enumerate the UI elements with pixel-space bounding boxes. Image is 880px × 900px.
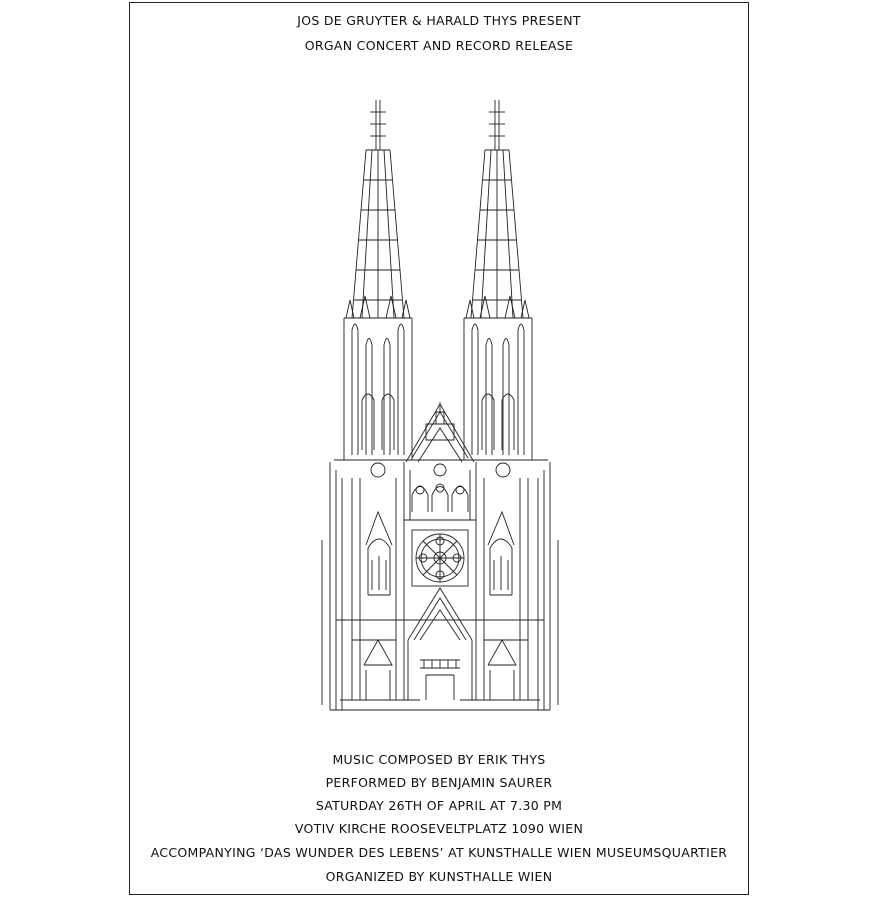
event-title: ORGAN CONCERT AND RECORD RELEASE <box>304 38 574 53</box>
performer-line: PERFORMED BY BENJAMIN SAURER <box>325 775 553 790</box>
facade <box>322 460 558 710</box>
organizer-line: ORGANIZED BY KUNSTHALLE WIEN <box>325 869 553 884</box>
venue-line: VOTIV KIRCHE ROOSEVELTPLATZ 1090 WIEN <box>294 821 584 836</box>
side-portals <box>364 640 516 700</box>
central-gable <box>404 402 476 520</box>
left-spire <box>352 100 404 318</box>
presenters-line: JOS DE GRUYTER & HARALD THYS PRESENT <box>297 13 581 28</box>
left-belfry <box>344 296 412 460</box>
date-line: SATURDAY 26TH OF APRIL AT 7.30 PM <box>315 798 563 813</box>
central-portal <box>408 588 472 700</box>
composer-line: MUSIC COMPOSED BY ERIK THYS <box>332 752 546 767</box>
accompanying-line: ACCOMPANYING ‘DAS WUNDER DES LEBENS’ AT KUNSTHALLE WIEN MUSEUMSQUARTIER <box>150 845 728 860</box>
right-spire <box>471 100 523 318</box>
right-window <box>488 512 514 595</box>
left-window <box>366 512 392 595</box>
rose-window <box>412 530 468 586</box>
right-belfry <box>464 296 532 460</box>
